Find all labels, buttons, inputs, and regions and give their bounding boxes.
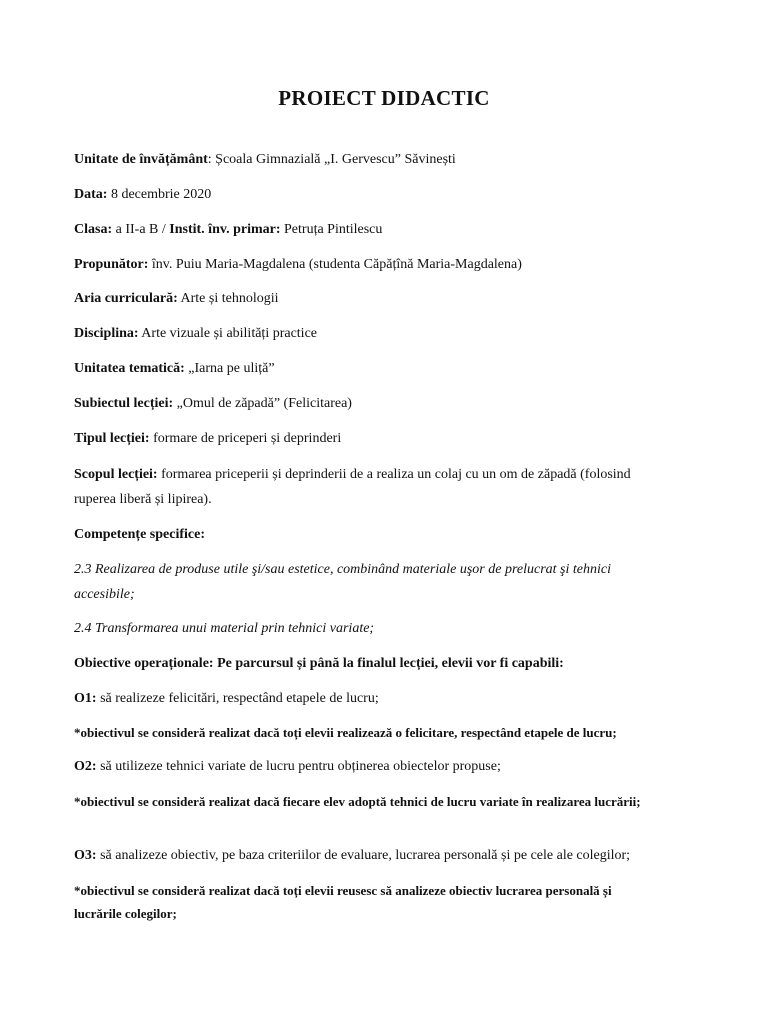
field-data [74,184,728,205]
obiectiv-o1 [74,688,728,709]
obiectiv-o2 [74,756,728,777]
field-label-instit: Instit. înv. primar: [169,222,281,237]
competenta-item: 2.3 Realizarea de produse utile şi/sau estetice, combinând materiale uşor de prelucrat şi tehnici accesibile; [74,562,611,602]
field-value: „Iarna pe uliță” [184,361,275,376]
field-label: Clasa: [74,222,113,237]
field-unitatea-tematica [74,358,728,379]
field-value: Arte și tehnologii [177,291,279,306]
field-tipul [74,428,728,449]
field-label: Unitate de învățământ [74,152,208,167]
field-value: : Școala Gimnazială „I. Gervescu” Săvinești [207,152,456,167]
obiectiv-criteriu: *obiectivul se consideră realizat dacă toți elevii reusesc să analizeze obiectiv lucrarea personală și lucrările colegilor; [74,883,612,921]
field-label: Tipul lecției: [74,431,150,446]
field-value: formare de priceperi și deprinderi [149,431,342,446]
field-propunator [74,254,728,275]
field-label: Data: [74,187,108,202]
obiectiv-criteriu: *obiectivul se consideră realizat dacă fiecare elev adoptă tehnici de lucru variate în realizarea lucrării; [74,794,641,809]
field-label: Unitatea tematică: [74,361,185,376]
field-label: Scopul lecției: [74,467,158,482]
field-scopul [74,462,654,512]
obiectiv-code: O3: [74,848,97,863]
competenta-item: 2.4 Transformarea unui material prin tehnici variate; [74,621,375,636]
competente-heading: Competențe specifice: [74,527,206,542]
field-label: Disciplina: [74,326,139,341]
obiectiv-code: O1: [74,691,97,706]
obiectiv-text: să realizeze felicitări, respectând etapele de lucru; [96,691,379,706]
obiective-heading: Obiective operaționale: Pe parcursul și până la finalul lecției, elevii vor fi capabili: [74,656,564,671]
obiectiv-criteriu: *obiectivul se consideră realizat dacă toți elevii realizează o felicitare, respectând etapele de lucru; [74,725,617,740]
page-title: PROIECT DIDACTIC [278,86,490,110]
obiectiv-code: O2: [74,759,97,774]
field-label: Aria curriculară: [74,291,178,306]
field-clasa [74,219,728,240]
field-disciplina [74,323,728,344]
obiectiv-text: să analizeze obiectiv, pe baza criteriilor de evaluare, lucrarea personală și pe cele ale colegilor; [96,848,631,863]
field-value: a II-a B / [112,222,170,237]
field-value-instit: Petruța Pintilescu [280,222,383,237]
field-unitate [74,149,728,170]
field-aria [74,288,728,309]
field-value: înv. Puiu Maria-Magdalena (studenta Căpățînă Maria-Magdalena) [148,257,522,272]
field-value: 8 decembrie 2020 [107,187,212,202]
obiectiv-o3 [74,845,728,866]
field-value: formarea priceperii și deprinderii de a realiza un colaj cu un om de zăpadă (folosind ruperea liberă și lipirea). [74,467,631,507]
field-subiectul [74,393,728,414]
obiectiv-text: să utilizeze tehnici variate de lucru pentru obținerea obiectelor propuse; [96,759,501,774]
field-label: Subiectul lecției: [74,396,174,411]
field-label: Propunător: [74,257,149,272]
field-value: Arte vizuale și abilități practice [138,326,318,341]
field-value: „Omul de zăpadă” (Felicitarea) [173,396,352,411]
